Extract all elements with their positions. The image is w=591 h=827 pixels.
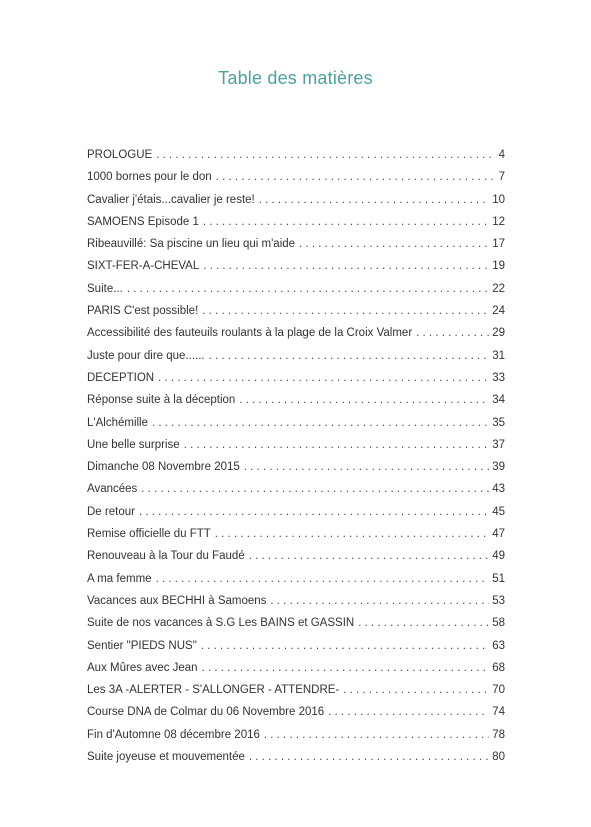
toc-entry[interactable] <box>87 681 505 703</box>
toc-entry-page-number: 17 <box>492 238 505 251</box>
toc-entry-title: Dimanche 08 Novembre 2015 <box>87 461 240 474</box>
toc-entry-title: DECEPTION <box>87 371 155 384</box>
toc-entry-page-number: 47 <box>492 528 505 541</box>
toc-entry-page-number: 10 <box>492 193 505 206</box>
dot-leader <box>203 257 489 275</box>
dot-leader <box>203 213 489 231</box>
dot-leader <box>156 570 490 588</box>
toc-entry-page-number: 70 <box>492 684 505 697</box>
toc-entry-title: Ribeauvillé: Sa piscine un lieu qui m'aide <box>87 238 296 251</box>
dot-leader <box>202 302 489 320</box>
toc-entry[interactable] <box>87 436 505 458</box>
toc-entry-page-number: 80 <box>492 751 505 764</box>
toc-entry[interactable] <box>87 525 505 547</box>
toc-entry[interactable] <box>87 659 505 681</box>
toc-entry[interactable] <box>87 748 505 770</box>
toc-entry[interactable] <box>87 480 505 502</box>
dot-leader <box>215 525 489 543</box>
toc-entry-title: PROLOGUE <box>87 149 153 161</box>
toc-entry-page-number: 53 <box>492 594 505 607</box>
toc-entry-title: Remise officielle du FTT <box>87 528 211 541</box>
toc-entry[interactable] <box>87 235 505 257</box>
dot-leader <box>358 614 489 632</box>
dot-leader <box>239 391 489 409</box>
table-of-contents <box>87 146 505 770</box>
dot-leader <box>141 480 489 498</box>
dot-leader <box>201 637 489 655</box>
dot-leader <box>184 436 490 454</box>
page-title: Table des matières <box>218 68 373 88</box>
toc-entry-title: Accessibilité des fauteuils roulants à la plage de la Croix Valmer <box>87 327 413 340</box>
dot-leader <box>216 168 496 186</box>
toc-entry-page-number: 24 <box>492 305 505 318</box>
toc-entry-title: Suite joyeuse et mouvementée <box>87 751 245 764</box>
toc-entry-title: PARIS C'est possible! <box>87 305 199 318</box>
toc-entry-page-number: 58 <box>492 617 505 630</box>
toc-entry-title: SAMOENS Episode 1 <box>87 215 199 228</box>
toc-entry-title: Les 3A -ALERTER - S'ALLONGER - ATTENDRE- <box>87 684 340 697</box>
toc-entry[interactable] <box>87 324 505 346</box>
toc-entry[interactable] <box>87 614 505 636</box>
toc-entry[interactable] <box>87 592 505 614</box>
toc-entry[interactable] <box>87 168 505 190</box>
toc-entry[interactable] <box>87 703 505 725</box>
dot-leader <box>249 547 489 565</box>
toc-entry-page-number: 29 <box>492 327 505 340</box>
toc-entry[interactable] <box>87 637 505 659</box>
toc-entry-page-number: 31 <box>492 349 505 362</box>
toc-entry[interactable] <box>87 257 505 279</box>
toc-entry[interactable] <box>87 570 505 592</box>
toc-entry-title: Sentier "PIEDS NUS" <box>87 639 197 652</box>
toc-entry[interactable] <box>87 547 505 569</box>
toc-entry[interactable] <box>87 191 505 213</box>
toc-entry[interactable] <box>87 726 505 748</box>
dot-leader <box>416 324 489 342</box>
toc-entry[interactable] <box>87 391 505 413</box>
toc-entry-page-number: 45 <box>492 505 505 518</box>
toc-entry-title: Cavalier j'étais...cavalier je reste! <box>87 193 255 206</box>
toc-entry-page-number: 12 <box>492 215 505 228</box>
dot-leader <box>270 592 489 610</box>
toc-entry-page-number: 49 <box>492 550 505 563</box>
toc-entry[interactable] <box>87 213 505 235</box>
toc-entry[interactable] <box>87 369 505 391</box>
toc-entry-title: Juste pour dire que...... <box>87 349 205 362</box>
toc-entry-title: Suite... <box>87 282 123 295</box>
toc-entry-title: Aux Mûres avec Jean <box>87 661 198 674</box>
toc-entry[interactable] <box>87 414 505 436</box>
toc-entry-title: De retour <box>87 505 135 518</box>
toc-entry-title: A ma femme <box>87 572 152 585</box>
toc-entry-title: SIXT-FER-A-CHEVAL <box>87 260 200 273</box>
dot-leader <box>139 503 489 521</box>
toc-entry-title: Vacances aux BECHHI à Samoens <box>87 594 267 607</box>
toc-entry-page-number: 7 <box>498 171 505 184</box>
dot-leader <box>202 659 490 677</box>
toc-entry-page-number: 51 <box>492 572 505 585</box>
dot-leader <box>156 146 495 164</box>
toc-entry-page-number: 39 <box>492 461 505 474</box>
dot-leader <box>249 748 489 766</box>
toc-entry-page-number: 78 <box>492 728 505 741</box>
toc-entry-page-number: 35 <box>492 416 505 429</box>
toc-entry-title: Fin d'Automne 08 décembre 2016 <box>87 728 260 741</box>
toc-entry-page-number: 63 <box>492 639 505 652</box>
toc-entry-page-number: 22 <box>492 282 505 295</box>
toc-entry-title: Course DNA de Colmar du 06 Novembre 2016 <box>87 706 325 719</box>
toc-entry-title: Réponse suite à la déception <box>87 394 236 407</box>
dot-leader <box>152 414 489 432</box>
dot-leader <box>158 369 489 387</box>
toc-entry[interactable] <box>87 280 505 302</box>
dot-leader <box>328 703 489 721</box>
dot-leader <box>209 347 490 365</box>
toc-entry-page-number: 74 <box>492 706 505 719</box>
toc-entry[interactable] <box>87 347 505 369</box>
dot-leader <box>127 280 489 298</box>
toc-entry-title: Une belle surprise <box>87 438 180 451</box>
toc-entry[interactable] <box>87 458 505 480</box>
toc-entry-page-number: 68 <box>492 661 505 674</box>
toc-entry-page-number: 19 <box>492 260 505 273</box>
toc-entry-page-number: 33 <box>492 371 505 384</box>
toc-entry-title: L'Alchémille <box>87 416 148 429</box>
toc-entry-title: Avancées <box>87 483 138 496</box>
dot-leader <box>244 458 489 476</box>
toc-entry[interactable] <box>87 503 505 525</box>
dot-leader <box>264 726 489 744</box>
dot-leader <box>343 681 489 699</box>
toc-entry[interactable] <box>87 146 505 168</box>
dot-leader <box>299 235 489 253</box>
toc-entry[interactable] <box>87 302 505 324</box>
dot-leader <box>259 191 489 209</box>
toc-entry-title: 1000 bornes pour le don <box>87 171 212 184</box>
toc-entry-page-number: 37 <box>492 438 505 451</box>
toc-entry-title: Renouveau à la Tour du Faudé <box>87 550 245 563</box>
toc-entry-title: Suite de nos vacances à S.G Les BAINS et GASSIN <box>87 617 355 630</box>
toc-entry-page-number: 4 <box>498 149 505 161</box>
toc-entry-page-number: 43 <box>492 483 505 496</box>
toc-entry-page-number: 34 <box>492 394 505 407</box>
